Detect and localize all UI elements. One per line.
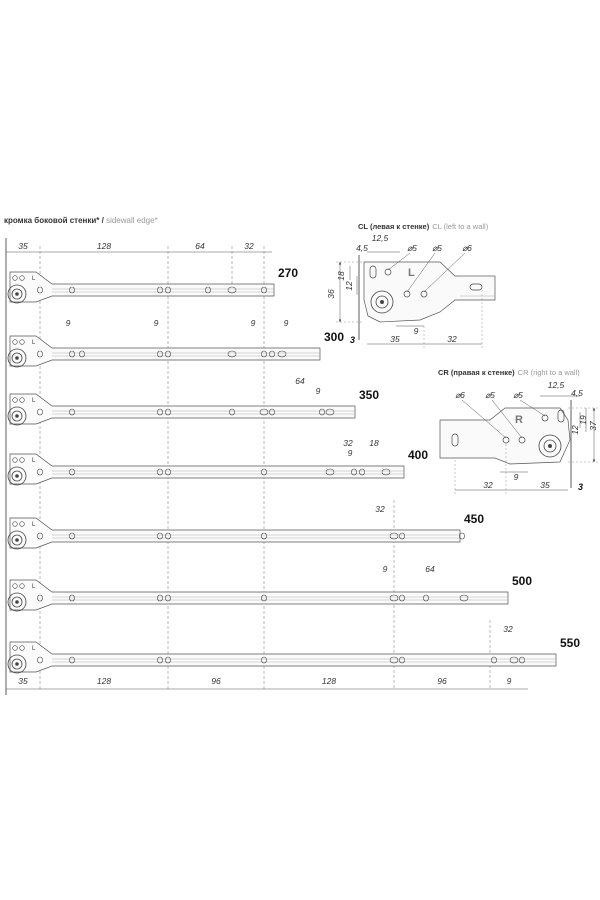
cr-dim-35: 35 (540, 480, 550, 490)
bottom-dim-128b: 128 (321, 676, 337, 686)
dim-300-a: 9 (65, 318, 71, 328)
rail-270 (8, 266, 298, 303)
cl-dim-4-5: 4,5 (356, 243, 368, 253)
dim-400-a: 32 (343, 438, 353, 448)
rail-350 (8, 388, 379, 425)
dim-550-a: 32 (503, 624, 513, 634)
top-dim-64: 64 (195, 241, 205, 251)
top-dim-35: 35 (18, 241, 28, 251)
rail-300 (8, 330, 344, 367)
bottom-dim-9: 9 (506, 676, 512, 686)
dim-500-a: 9 (382, 564, 388, 574)
rail-marker: L (32, 522, 36, 528)
rail-length-label: 550 (560, 636, 581, 650)
cl-dim-35: 35 (390, 334, 400, 344)
cl-dim-18: 18 (336, 271, 346, 281)
cr-dim-d6: ⌀6 (455, 390, 465, 400)
cl-dim-12-5: 12,5 (371, 233, 389, 243)
cl-dim-d5b: ⌀5 (432, 243, 442, 253)
dim-400-c: 9 (347, 448, 353, 458)
rail-length-label: 350 (359, 388, 380, 402)
cr-title: CR (правая к стенке) CR (right to a wall) (438, 368, 580, 377)
cl-dim-36: 36 (326, 289, 336, 299)
cl-title: CL (левая к стенке) CL (left to a wall) (358, 222, 489, 231)
bottom-dim-96b: 96 (437, 676, 447, 686)
rail-marker: L (32, 458, 36, 464)
rail-length-label: 300 (324, 330, 345, 344)
dim-300-b: 9 (153, 318, 159, 328)
dim-300-d: 9 (283, 318, 289, 328)
cr-detail (438, 368, 598, 494)
cr-dim-9: 9 (513, 472, 519, 482)
cr-dim-3: 3 (578, 482, 584, 492)
dim-350-b: 9 (315, 386, 321, 396)
cr-letter: R (515, 414, 523, 426)
cr-dim-d5a: ⌀5 (485, 390, 495, 400)
bottom-dim-128a: 128 (96, 676, 112, 686)
dim-450-a: 32 (375, 504, 385, 514)
rail-length-label: 500 (512, 574, 533, 588)
rail-marker: L (32, 340, 36, 346)
cr-dim-19: 19 (578, 415, 588, 425)
cr-dim-12-5: 12,5 (547, 380, 565, 390)
cr-dim-4-5: 4,5 (571, 388, 583, 398)
dim-500-b: 64 (425, 564, 435, 574)
dim-350-a: 64 (295, 376, 305, 386)
rail-450 (8, 512, 484, 549)
cl-letter: L (408, 267, 415, 279)
rail-marker: L (32, 584, 36, 590)
bottom-dim-35: 35 (18, 676, 28, 686)
top-dim-32: 32 (244, 241, 254, 251)
cl-dim-32: 32 (447, 334, 457, 344)
rail-550 (8, 636, 580, 673)
rail-marker: L (32, 398, 36, 404)
rail-marker: L (32, 276, 36, 282)
cl-detail (326, 222, 495, 348)
cl-dim-3: 3 (350, 335, 356, 345)
rail-500 (8, 574, 532, 611)
top-dim-128: 128 (96, 241, 112, 251)
dim-400-b: 18 (369, 438, 379, 448)
header-label: кромка боковой стенки* / sidewall edge* (4, 216, 158, 225)
rail-marker: L (32, 646, 36, 652)
cr-dim-37: 37 (588, 421, 598, 431)
rail-length-label: 270 (278, 266, 299, 280)
cr-dim-12: 12 (570, 425, 580, 435)
cl-dim-9: 9 (413, 326, 419, 336)
dim-300-c: 9 (250, 318, 256, 328)
cr-dim-d5b: ⌀5 (513, 390, 523, 400)
cr-dim-32: 32 (483, 480, 493, 490)
rails-group (8, 266, 580, 673)
rail-length-label: 400 (408, 448, 429, 462)
rail-400 (8, 448, 428, 485)
cl-dim-12: 12 (344, 281, 354, 291)
rail-length-label: 450 (464, 512, 485, 526)
cl-dim-d5a: ⌀5 (407, 243, 417, 253)
cl-dim-d6: ⌀6 (462, 243, 472, 253)
bottom-dim-96a: 96 (211, 676, 221, 686)
